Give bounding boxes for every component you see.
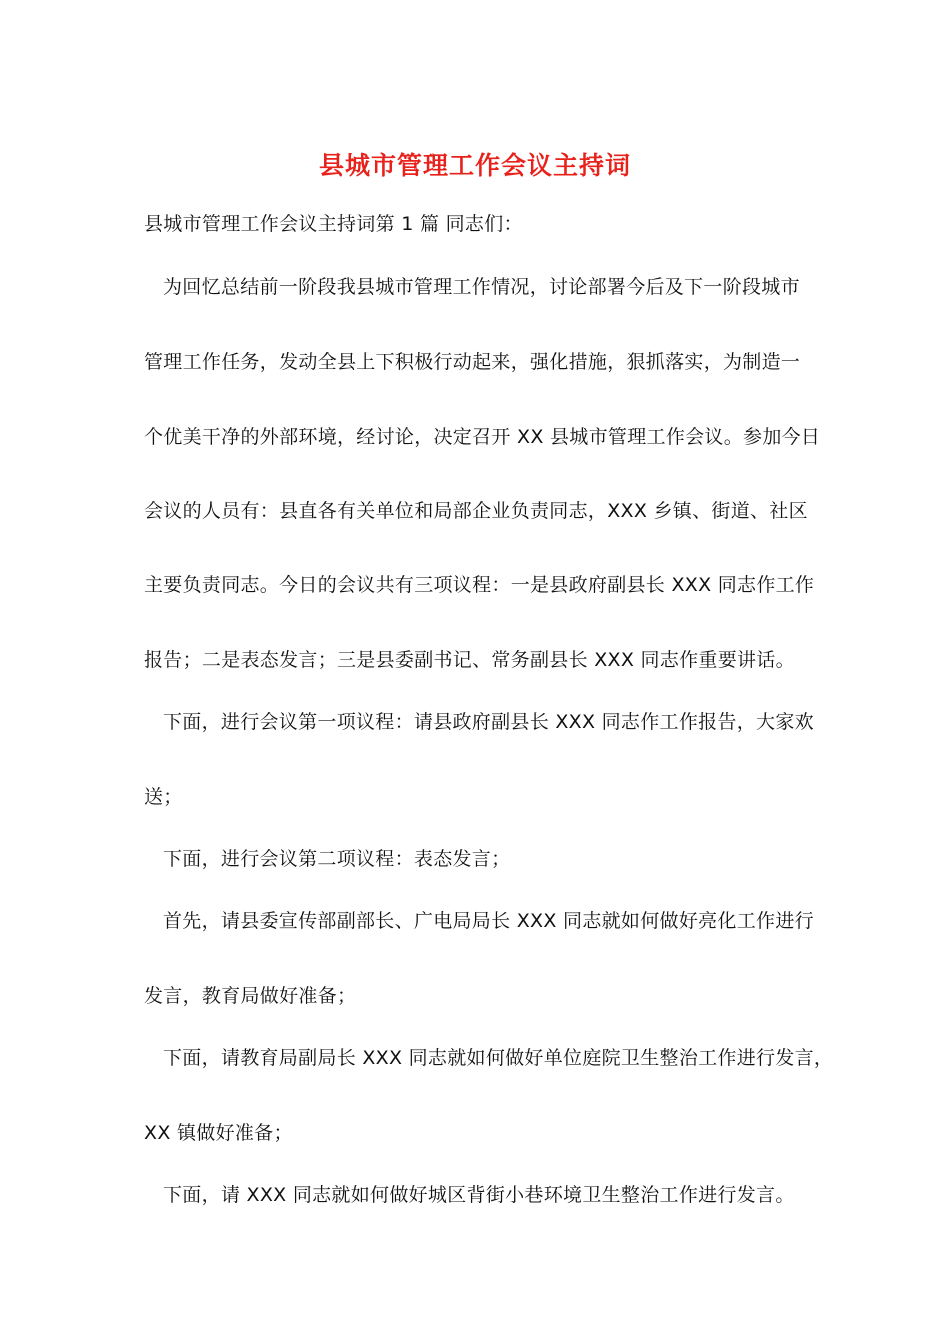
paragraph-line: 下面，进行会议第一项议程：请县政府副县长 XXX 同志作工作报告，大家欢 xyxy=(163,711,814,733)
paragraph-line: 首先，请县委宣传部副部长、广电局局长 XXX 同志就如何做好亮化工作进行 xyxy=(163,910,814,932)
document-title: 县城市管理工作会议主持词 xyxy=(318,151,631,180)
paragraph-line: 下面，进行会议第二项议程：表态发言； xyxy=(163,848,511,870)
paragraph-line: 下面，请 XXX 同志就如何做好城区背街小巷环境卫生整治工作进行发言。 xyxy=(163,1184,795,1206)
paragraph-line: XX 镇做好准备； xyxy=(144,1122,293,1144)
paragraph-line: 报告；二是表态发言；三是县委副书记、常务副县长 XXX 同志作重要讲话。 xyxy=(144,649,795,671)
paragraph-line: 县城市管理工作会议主持词第 1 篇 同志们： xyxy=(144,213,523,235)
paragraph-line: 送； xyxy=(144,786,183,808)
paragraph-line: 管理工作任务，发动全县上下积极行动起来，强化措施，狠抓落实，为制造一 xyxy=(144,351,801,373)
paragraph-line: 发言，教育局做好准备； xyxy=(144,985,357,1007)
paragraph-line: 为回忆总结前一阶段我县城市管理工作情况，讨论部署今后及下一阶段城市 xyxy=(163,276,800,298)
paragraph-line: 个优美干净的外部环境，经讨论，决定召开 XX 县城市管理工作会议。参加今日 xyxy=(144,426,821,448)
paragraph-line: 主要负责同志。今日的会议共有三项议程：一是县政府副县长 XXX 同志作工作 xyxy=(144,574,815,596)
paragraph-line: 会议的人员有：县直各有关单位和局部企业负责同志，XXX 乡镇、街道、社区 xyxy=(144,500,808,522)
paragraph-line: 下面，请教育局副局长 XXX 同志就如何做好单位庭院卫生整治工作进行发言， xyxy=(163,1047,834,1069)
